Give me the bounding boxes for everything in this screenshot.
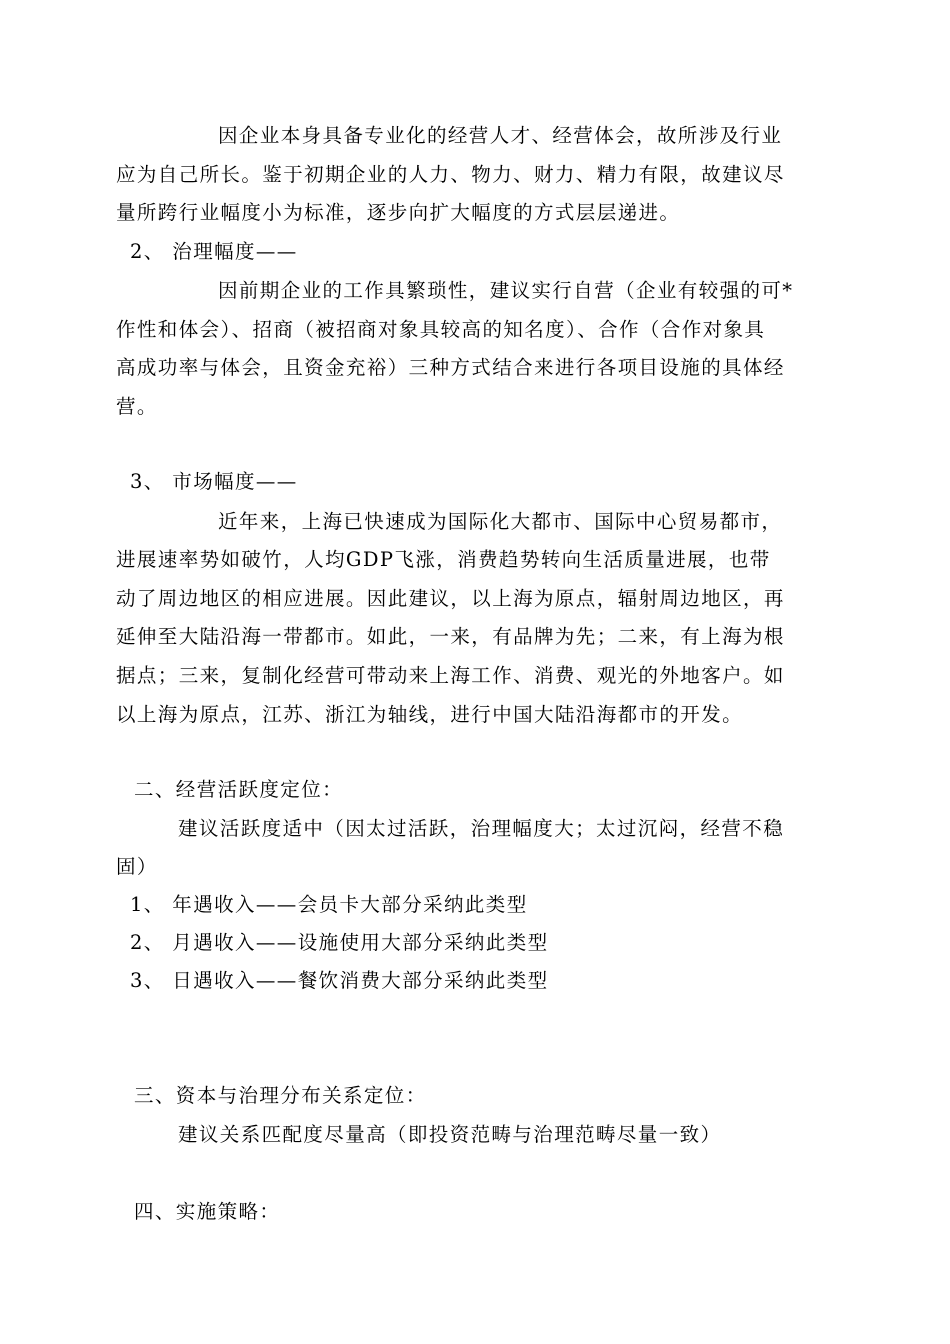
management-paragraph-line-2: 作性和体会）、招商（被招商对象具较高的知名度）、合作（合作对象具 xyxy=(116,318,766,341)
market-paragraph-line-4: 延伸至大陆沿海一带都市。如此，一来，有品牌为先；二来，有上海为根 xyxy=(116,625,785,648)
market-paragraph-line-1: 近年来，上海已快速成为国际化大都市、国际中心贸易都市， xyxy=(218,510,783,533)
market-scope-heading: 3、 市场幅度—— xyxy=(130,470,298,493)
scope-paragraph-line-3: 量所跨行业幅度小为标准，逐步向扩大幅度的方式层层递进。 xyxy=(116,201,681,224)
income-item-monthly: 2、 月遇收入——设施使用大部分采纳此类型 xyxy=(130,931,549,954)
market-paragraph-line-5: 据点；三来，复制化经营可带动来上海工作、消费、观光的外地客户。如 xyxy=(116,664,785,687)
scope-paragraph-line-1: 因企业本身具备专业化的经营人才、经营体会，故所涉及行业 xyxy=(218,124,783,147)
capital-section-heading: 三、资本与治理分布关系定位： xyxy=(134,1084,427,1107)
management-paragraph-line-1: 因前期企业的工作具繁琐性，建议实行自营（企业有较强的可* xyxy=(218,279,794,302)
management-paragraph-line-3: 高成功率与体会，且资金充裕）三种方式结合来进行各项目设施的具体经 xyxy=(116,356,785,379)
market-paragraph-line-6: 以上海为原点，江苏、浙江为轴线，进行中国大陆沿海都市的开发。 xyxy=(116,703,744,726)
activity-section-text-line-1: 建议活跃度适中（因太过活跃，治理幅度大；太过沉闷，经营不稳 xyxy=(178,817,785,840)
income-item-yearly: 1、 年遇收入——会员卡大部分采纳此类型 xyxy=(130,893,528,916)
capital-section-text: 建议关系匹配度尽量高（即投资范畴与治理范畴尽量一致） xyxy=(178,1123,722,1146)
management-paragraph-line-4: 营。 xyxy=(116,395,158,418)
strategy-section-heading: 四、实施策略： xyxy=(134,1200,281,1223)
income-item-daily: 3、 日遇收入——餐饮消费大部分采纳此类型 xyxy=(130,969,549,992)
management-scope-heading: 2、 治理幅度—— xyxy=(130,240,298,263)
market-paragraph-line-2: 进展速率势如破竹，人均GDP飞涨，消费趋势转向生活质量进展，也带 xyxy=(116,548,771,571)
activity-section-heading: 二、经营活跃度定位： xyxy=(134,778,344,801)
scope-paragraph-line-2: 应为自己所长。鉴于初期企业的人力、物力、财力、精力有限，故建议尽 xyxy=(116,163,785,186)
market-paragraph-line-3: 动了周边地区的相应进展。因此建议，以上海为原点，辐射周边地区，再 xyxy=(116,587,785,610)
activity-section-text-line-2: 固） xyxy=(116,855,158,878)
